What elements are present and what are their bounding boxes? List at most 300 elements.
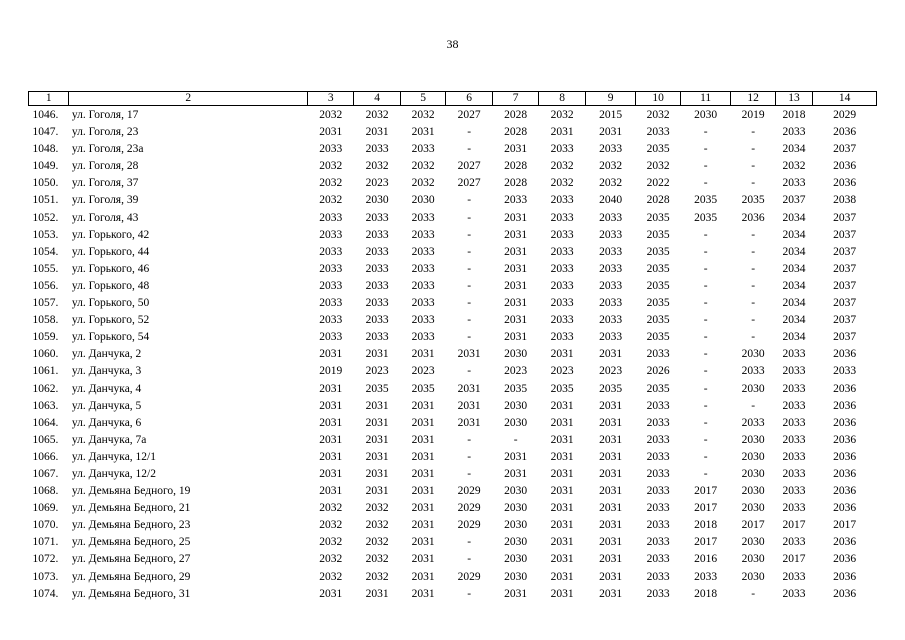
year-cell: - (513, 433, 518, 446)
year-cell: 2033 (550, 245, 574, 258)
year-cell: - (467, 143, 472, 156)
year-cell: 2031 (504, 262, 528, 275)
year-cell: - (703, 245, 708, 258)
year-cell: 2035 (599, 382, 623, 395)
year-cell: 2031 (411, 502, 435, 515)
year-cell: 2034 (782, 314, 806, 327)
year-cell: 2036 (833, 160, 857, 173)
year-cell: - (703, 228, 708, 241)
row-number: 1051. (32, 194, 59, 207)
address-cell: ул. Гоголя, 28 (71, 160, 139, 173)
year-cell: 2029 (833, 109, 857, 121)
year-cell: 2033 (646, 536, 670, 549)
year-cell: 2031 (599, 536, 623, 549)
table-row (29, 124, 877, 141)
year-cell: 2033 (599, 245, 623, 258)
year-cell: - (467, 262, 472, 275)
year-cell: - (703, 177, 708, 190)
year-cell: 2030 (504, 502, 528, 515)
year-cell: 2032 (599, 177, 623, 190)
year-cell: 2033 (550, 331, 574, 344)
year-cell: 2033 (741, 416, 765, 429)
year-cell: 2031 (411, 433, 435, 446)
address-cell: ул. Данчука, 2 (71, 348, 142, 361)
year-cell: 2031 (319, 399, 343, 412)
year-cell: 2031 (457, 416, 481, 429)
year-cell: 2033 (782, 587, 806, 600)
year-cell: - (751, 177, 756, 190)
year-cell: - (467, 126, 472, 139)
year-cell: - (751, 143, 756, 156)
address-cell: ул. Горького, 52 (71, 314, 150, 327)
year-cell: 2033 (411, 245, 435, 258)
address-cell: ул. Гоголя, 17 (71, 109, 139, 121)
year-cell: 2030 (741, 502, 765, 515)
year-cell: 2031 (599, 416, 623, 429)
row-number: 1068. (32, 485, 59, 498)
year-cell: 2032 (319, 194, 343, 207)
year-cell: 2033 (782, 416, 806, 429)
table-row (29, 466, 877, 483)
column-header-2: 2 (69, 92, 308, 106)
year-cell: - (467, 450, 472, 463)
year-cell: 2036 (833, 553, 857, 566)
year-cell: 2033 (833, 365, 857, 378)
row-number: 1072. (32, 553, 59, 566)
table-row (29, 346, 877, 363)
year-cell: 2033 (694, 570, 718, 583)
row-number: 1057. (32, 297, 59, 310)
year-cell: - (751, 331, 756, 344)
year-cell: 2033 (365, 245, 389, 258)
row-number: 1073. (32, 570, 59, 583)
year-cell: - (751, 245, 756, 258)
table-row (29, 415, 877, 432)
year-cell: 2031 (504, 211, 528, 224)
year-cell: 2033 (365, 314, 389, 327)
year-cell: - (467, 194, 472, 207)
year-cell: 2035 (411, 382, 435, 395)
row-number: 1064. (32, 416, 59, 429)
column-header-5: 5 (400, 92, 445, 106)
row-number: 1058. (32, 314, 59, 327)
row-number: 1060. (32, 348, 59, 361)
row-number: 1066. (32, 450, 59, 463)
address-cell: ул. Гоголя, 37 (71, 177, 139, 190)
year-cell: 2031 (550, 570, 574, 583)
year-cell: 2033 (782, 348, 806, 361)
year-cell: - (703, 416, 708, 429)
year-cell: 2029 (457, 485, 481, 498)
year-cell: 2031 (599, 467, 623, 480)
year-cell: - (703, 314, 708, 327)
year-cell: 2032 (365, 519, 389, 532)
row-number: 1065. (32, 433, 59, 446)
year-cell: 2033 (646, 348, 670, 361)
address-cell: ул. Гоголя, 43 (71, 211, 139, 224)
year-cell: - (751, 587, 756, 600)
year-cell: 2033 (646, 519, 670, 532)
year-cell: 2033 (550, 262, 574, 275)
year-cell: 2033 (599, 262, 623, 275)
address-cell: ул. Демьяна Бедного, 27 (71, 553, 191, 566)
table-header (29, 92, 877, 106)
year-cell: 2033 (365, 331, 389, 344)
year-cell: 2031 (457, 348, 481, 361)
column-header-3: 3 (307, 92, 353, 106)
year-cell: 2033 (599, 297, 623, 310)
year-cell: 2032 (646, 160, 670, 173)
table-row (29, 398, 877, 415)
address-cell: ул. Демьяна Бедного, 25 (71, 536, 191, 549)
year-cell: 2031 (550, 467, 574, 480)
year-cell: - (751, 126, 756, 139)
address-cell: ул. Демьяна Бедного, 29 (71, 570, 191, 583)
address-cell: ул. Горького, 42 (71, 228, 150, 241)
year-cell: 2035 (646, 279, 670, 292)
year-cell: 2033 (411, 279, 435, 292)
row-number: 1049. (32, 160, 59, 173)
table-row (29, 569, 877, 586)
year-cell: - (751, 228, 756, 241)
year-cell: 2031 (550, 348, 574, 361)
year-cell: 2035 (694, 211, 718, 224)
column-header-10: 10 (636, 92, 680, 106)
year-cell: 2031 (319, 348, 343, 361)
year-cell: 2027 (457, 160, 481, 173)
year-cell: 2030 (504, 348, 528, 361)
year-cell: - (703, 297, 708, 310)
year-cell: 2031 (411, 399, 435, 412)
year-cell: 2032 (319, 160, 343, 173)
year-cell: 2031 (319, 416, 343, 429)
year-cell: 2031 (411, 519, 435, 532)
year-cell: 2031 (550, 416, 574, 429)
year-cell: 2033 (504, 194, 528, 207)
year-cell: 2033 (550, 279, 574, 292)
year-cell: 2028 (504, 126, 528, 139)
year-cell: 2031 (365, 126, 389, 139)
year-cell: 2037 (833, 228, 857, 241)
year-cell: 2031 (550, 126, 574, 139)
year-cell: - (751, 314, 756, 327)
year-cell: - (703, 348, 708, 361)
year-cell: 2023 (504, 365, 528, 378)
year-cell: 2028 (646, 194, 670, 207)
year-cell: 2036 (833, 348, 857, 361)
year-cell: 2034 (782, 262, 806, 275)
year-cell: 2033 (782, 467, 806, 480)
year-cell: 2018 (694, 519, 718, 532)
year-cell: 2018 (694, 587, 718, 600)
year-cell: 2017 (833, 519, 857, 532)
row-number: 1061. (32, 365, 59, 378)
year-cell: 2023 (365, 365, 389, 378)
table-row (29, 141, 877, 158)
table-row (29, 551, 877, 568)
data-table (28, 91, 877, 603)
year-cell: 2036 (833, 433, 857, 446)
address-cell: ул. Данчука, 12/2 (71, 467, 157, 480)
year-cell: 2033 (782, 126, 806, 139)
year-cell: - (467, 228, 472, 241)
address-cell: ул. Горького, 50 (71, 297, 150, 310)
year-cell: 2029 (457, 519, 481, 532)
year-cell: - (703, 143, 708, 156)
year-cell: 2031 (599, 126, 623, 139)
year-cell: 2030 (741, 553, 765, 566)
address-cell: ул. Демьяна Бедного, 31 (71, 587, 191, 600)
row-number: 1055. (32, 262, 59, 275)
year-cell: - (467, 587, 472, 600)
year-cell: 2031 (411, 553, 435, 566)
year-cell: 2031 (365, 399, 389, 412)
year-cell: 2040 (599, 194, 623, 207)
year-cell: 2032 (365, 502, 389, 515)
year-cell: 2033 (411, 143, 435, 156)
year-cell: 2032 (319, 553, 343, 566)
year-cell: 2030 (411, 194, 435, 207)
row-number: 1047. (32, 126, 59, 139)
year-cell: 2033 (741, 365, 765, 378)
year-cell: 2017 (694, 485, 718, 498)
year-cell: 2034 (782, 297, 806, 310)
year-cell: 2031 (504, 314, 528, 327)
row-number: 1069. (32, 502, 59, 515)
table-row (29, 586, 877, 603)
year-cell: 2032 (550, 160, 574, 173)
year-cell: 2036 (833, 485, 857, 498)
year-cell: 2034 (782, 331, 806, 344)
year-cell: 2031 (504, 228, 528, 241)
year-cell: 2031 (411, 126, 435, 139)
year-cell: 2033 (782, 502, 806, 515)
year-cell: - (703, 382, 708, 395)
year-cell: 2036 (833, 126, 857, 139)
year-cell: 2037 (833, 245, 857, 258)
year-cell: 2033 (550, 228, 574, 241)
year-cell: 2032 (365, 109, 389, 121)
year-cell: 2036 (833, 502, 857, 515)
year-cell: 2033 (646, 433, 670, 446)
year-cell: 2035 (550, 382, 574, 395)
year-cell: 2019 (319, 365, 343, 378)
table-row (29, 158, 877, 175)
table-row (29, 517, 877, 534)
year-cell: 2033 (599, 279, 623, 292)
year-cell: 2033 (599, 314, 623, 327)
year-cell: - (467, 331, 472, 344)
address-cell: ул. Данчука, 5 (71, 399, 142, 412)
year-cell: 2035 (646, 297, 670, 310)
year-cell: 2032 (411, 177, 435, 190)
table-row (29, 261, 877, 278)
address-cell: ул. Данчука, 12/1 (71, 450, 157, 463)
year-cell: 2037 (833, 211, 857, 224)
year-cell: 2033 (550, 211, 574, 224)
year-cell: 2017 (782, 553, 806, 566)
column-header-12: 12 (731, 92, 775, 106)
year-cell: 2032 (319, 502, 343, 515)
year-cell: 2032 (411, 160, 435, 173)
year-cell: - (467, 279, 472, 292)
year-cell: 2031 (365, 433, 389, 446)
year-cell: 2030 (741, 570, 765, 583)
year-cell: 2033 (319, 279, 343, 292)
year-cell: 2033 (646, 450, 670, 463)
year-cell: 2036 (833, 177, 857, 190)
year-cell: 2033 (646, 570, 670, 583)
table-row (29, 244, 877, 261)
year-cell: 2017 (694, 536, 718, 549)
year-cell: 2019 (741, 109, 765, 121)
year-cell: 2033 (646, 553, 670, 566)
table-row (29, 500, 877, 517)
year-cell: 2033 (411, 331, 435, 344)
year-cell: 2033 (319, 245, 343, 258)
year-cell: 2034 (782, 245, 806, 258)
year-cell: 2036 (833, 570, 857, 583)
year-cell: 2022 (646, 177, 670, 190)
year-cell: 2033 (319, 211, 343, 224)
row-number: 1053. (32, 228, 59, 241)
year-cell: 2033 (646, 587, 670, 600)
year-cell: 2036 (833, 399, 857, 412)
address-cell: ул. Горького, 44 (71, 245, 150, 258)
year-cell: 2035 (646, 262, 670, 275)
year-cell: 2031 (411, 416, 435, 429)
year-cell: 2033 (550, 143, 574, 156)
year-cell: 2031 (411, 450, 435, 463)
row-number: 1050. (32, 177, 59, 190)
year-cell: 2027 (457, 109, 481, 121)
address-cell: ул. Гоголя, 39 (71, 194, 139, 207)
year-cell: 2026 (646, 365, 670, 378)
year-cell: 2033 (319, 228, 343, 241)
year-cell: 2030 (741, 450, 765, 463)
year-cell: 2033 (411, 262, 435, 275)
address-cell: ул. Горького, 48 (71, 279, 150, 292)
row-number: 1046. (32, 109, 59, 121)
address-cell: ул. Горького, 54 (71, 331, 150, 344)
year-cell: 2036 (833, 536, 857, 549)
year-cell: 2030 (504, 570, 528, 583)
row-number: 1048. (32, 143, 59, 156)
year-cell: 2035 (504, 382, 528, 395)
address-cell: ул. Демьяна Бедного, 21 (71, 502, 191, 515)
year-cell: 2031 (504, 245, 528, 258)
year-cell: 2031 (411, 467, 435, 480)
column-header-8: 8 (539, 92, 585, 106)
year-cell: 2033 (319, 314, 343, 327)
year-cell: 2032 (550, 177, 574, 190)
year-cell: 2031 (599, 519, 623, 532)
year-cell: 2033 (319, 143, 343, 156)
year-cell: 2030 (741, 485, 765, 498)
year-cell: 2031 (599, 485, 623, 498)
year-cell: 2023 (599, 365, 623, 378)
year-cell: 2031 (550, 536, 574, 549)
address-cell: ул. Демьяна Бедного, 19 (71, 485, 191, 498)
year-cell: 2028 (504, 109, 528, 121)
year-cell: 2034 (782, 279, 806, 292)
row-number: 1062. (32, 382, 59, 395)
year-cell: 2031 (504, 297, 528, 310)
year-cell: 2033 (599, 228, 623, 241)
year-cell: 2033 (365, 262, 389, 275)
year-cell: 2031 (550, 450, 574, 463)
year-cell: 2032 (319, 519, 343, 532)
year-cell: 2033 (782, 536, 806, 549)
year-cell: - (467, 467, 472, 480)
year-cell: - (467, 314, 472, 327)
year-cell: 2030 (365, 194, 389, 207)
year-cell: 2033 (599, 331, 623, 344)
year-cell: 2033 (365, 143, 389, 156)
year-cell: 2031 (411, 485, 435, 498)
year-cell: 2031 (411, 570, 435, 583)
year-cell: - (751, 279, 756, 292)
year-cell: 2031 (365, 467, 389, 480)
year-cell: 2033 (782, 382, 806, 395)
table-row (29, 227, 877, 244)
year-cell: 2034 (782, 143, 806, 156)
year-cell: 2018 (782, 109, 806, 121)
year-cell: - (703, 365, 708, 378)
year-cell: 2035 (646, 143, 670, 156)
year-cell: - (467, 365, 472, 378)
year-cell: 2031 (365, 416, 389, 429)
row-number: 1054. (32, 245, 59, 258)
year-cell: - (467, 433, 472, 446)
year-cell: 2033 (550, 297, 574, 310)
table-row (29, 363, 877, 380)
year-cell: 2034 (782, 228, 806, 241)
address-cell: ул. Данчука, 3 (71, 365, 142, 378)
year-cell: 2031 (457, 382, 481, 395)
year-cell: 2030 (694, 109, 718, 121)
year-cell: - (751, 399, 756, 412)
column-header-11: 11 (680, 92, 731, 106)
year-cell: 2037 (782, 194, 806, 207)
column-header-4: 4 (354, 92, 400, 106)
address-cell: ул. Горького, 46 (71, 262, 150, 275)
table-row (29, 175, 877, 192)
year-cell: 2033 (646, 485, 670, 498)
year-cell: 2035 (365, 382, 389, 395)
row-number: 1063. (32, 399, 59, 412)
year-cell: 2031 (599, 348, 623, 361)
year-cell: 2031 (550, 399, 574, 412)
year-cell: 2027 (457, 177, 481, 190)
year-cell: 2031 (550, 519, 574, 532)
year-cell: 2033 (646, 502, 670, 515)
row-number: 1059. (32, 331, 59, 344)
year-cell: 2037 (833, 314, 857, 327)
year-cell: 2031 (599, 433, 623, 446)
year-cell: 2016 (694, 553, 718, 566)
year-cell: - (703, 433, 708, 446)
year-cell: 2030 (741, 348, 765, 361)
table-row (29, 192, 877, 209)
table-row (29, 295, 877, 312)
year-cell: 2031 (550, 485, 574, 498)
year-cell: 2031 (504, 279, 528, 292)
year-cell: 2036 (833, 382, 857, 395)
year-cell: 2032 (599, 160, 623, 173)
year-cell: 2031 (550, 433, 574, 446)
year-cell: 2030 (504, 553, 528, 566)
